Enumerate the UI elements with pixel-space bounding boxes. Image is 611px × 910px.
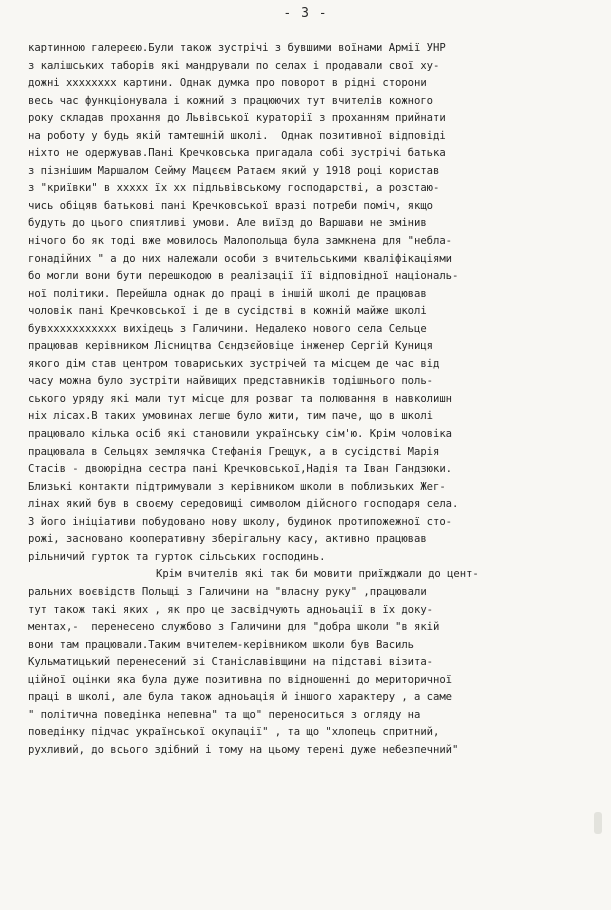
text-line: Кульматицький перенесений зі Станіславівщини на підставі візита- [28, 656, 433, 669]
text-line: " політична поведінка непевна" та що" переноситься з огляду на [28, 708, 421, 721]
text-line: часу можна було зустріти найвищих представників тодішнього поль- [28, 375, 433, 388]
text-line: рожі, засновано кооперативну зберігальну касу, активно працював [28, 533, 427, 546]
text-line: ментах,- перенесено службово з Галичини для "добра школи "в якій [28, 621, 440, 634]
text-line: чись обіцяв батькові пані Кречковської вразі потреби поміч, якщо [28, 199, 433, 212]
text-line: Стасів - двоюрідна сестра пані Кречковської,Надія та Іван Гандзюки. [28, 463, 452, 476]
text-line: ніх лісах.В таких умовинах легше було жити, тим паче, що в школі [28, 410, 433, 423]
text-line: праці в школі, але була також адноьація й іншого характеру , а саме [28, 691, 452, 704]
text-line: картинною галереєю.Були також зустрічі з бувшими воїнами Армії УНР [28, 42, 446, 54]
text-line: гонадійних " а до них належали особи з вчительськими кваліфікаціями [28, 252, 452, 265]
text-line: Близькі контакти підтримували з керівником школи в поблизьких Жег- [28, 480, 446, 493]
text-line: року складав прохання до Львівської кураторії з проханням прийнати [28, 112, 446, 125]
text-line: З його ініціативи побудовано нову школу, будинок протипожежної сто- [28, 515, 452, 528]
text-line: лінах який був в своєму середовищі символом дійсного господаря села. [28, 498, 459, 511]
typewritten-text [28, 40, 608, 759]
text-line: бо могли вони бути перешкодою в реалізації її відповідної національ- [28, 270, 459, 283]
text-line: будуть до цього спиятливі умови. Але виїзд до Варшави не змінив [28, 217, 427, 230]
text-line: ційної оцінки яка була дуже позитивна по відношенні до мериторичної [28, 673, 452, 686]
scan-smudge [594, 812, 602, 834]
text-line: бувxxxxxxxxxxx вихідець з Галичини. Недалеко нового села Сельце [28, 322, 427, 335]
text-line: чоловік пані Кречковської і де в сусідстві в кожній майже школі [28, 305, 427, 318]
text-line: рільничий гурток та гурток сільських господинь. [28, 550, 326, 563]
text-line: весь час функціонувала і кожний з працюючих тут вчителів кожного [28, 94, 433, 107]
text-line: ної політики. Перейшла однак до праці в іншій школі де працював [28, 287, 427, 300]
text-line: працював керівником Лісництва Сєндзєйовіце інженер Сергій Куниця [28, 340, 433, 353]
paragraph-start-line: Крім вчителів які так би мовити приїжджали до цент- [156, 568, 479, 581]
text-line: дожні xxxxxxxx картини. Однак думка про поворот в рідні сторони [28, 77, 427, 90]
text-line: працювало кілька осіб які становили українську сім'ю. Крім чоловіка [28, 428, 452, 441]
text-line: з пізнішим Маршалом Сейму Мацєєм Ратаєм який у 1918 році користав [28, 164, 440, 177]
text-line: на роботу у будь якій тамтешній школі. Однак позитивної відповіді [28, 129, 446, 142]
text-line: нічого бо як тоді вже мовилось Малопольща була замкнена для "небла- [28, 235, 452, 248]
text-line: працювала в Сельцях землячка Стефанія Грещук, а в сусідстві Марія [28, 445, 440, 458]
text-line: ського уряду які мали тут місце для розваг та полювання в навколишн [28, 392, 452, 405]
text-line: ральних воєвідств Польщі з Галичини на "власну руку" ,працювали [28, 585, 427, 598]
text-line: поведінку підчас української окупації" , та що "хлопець спритний, [28, 726, 440, 739]
text-line: з калішських таборів які мандрували по селах і продавали свої ху- [28, 59, 440, 72]
text-line: вони там працювали.Таким вчителем-керівником школи був Василь [28, 638, 415, 651]
text-line: рухливий, до всього здібний і тому на цьому терені дуже небезпечний" [28, 743, 459, 756]
text-line: з "криївки" в xxxxx їх xx підльвівському господарстві, а розстаю- [28, 182, 440, 195]
text-line: тут також такі яких , як про це засвідчують адноьації в їх доку- [28, 603, 433, 616]
page-number: - 3 - [283, 6, 328, 21]
text-line: ніхто не одержував.Пані Кречковська пригадала собі зустрічі батька [28, 147, 446, 160]
text-line: якого дім став центром товариських зустрічей та місцем де час від [28, 357, 440, 370]
